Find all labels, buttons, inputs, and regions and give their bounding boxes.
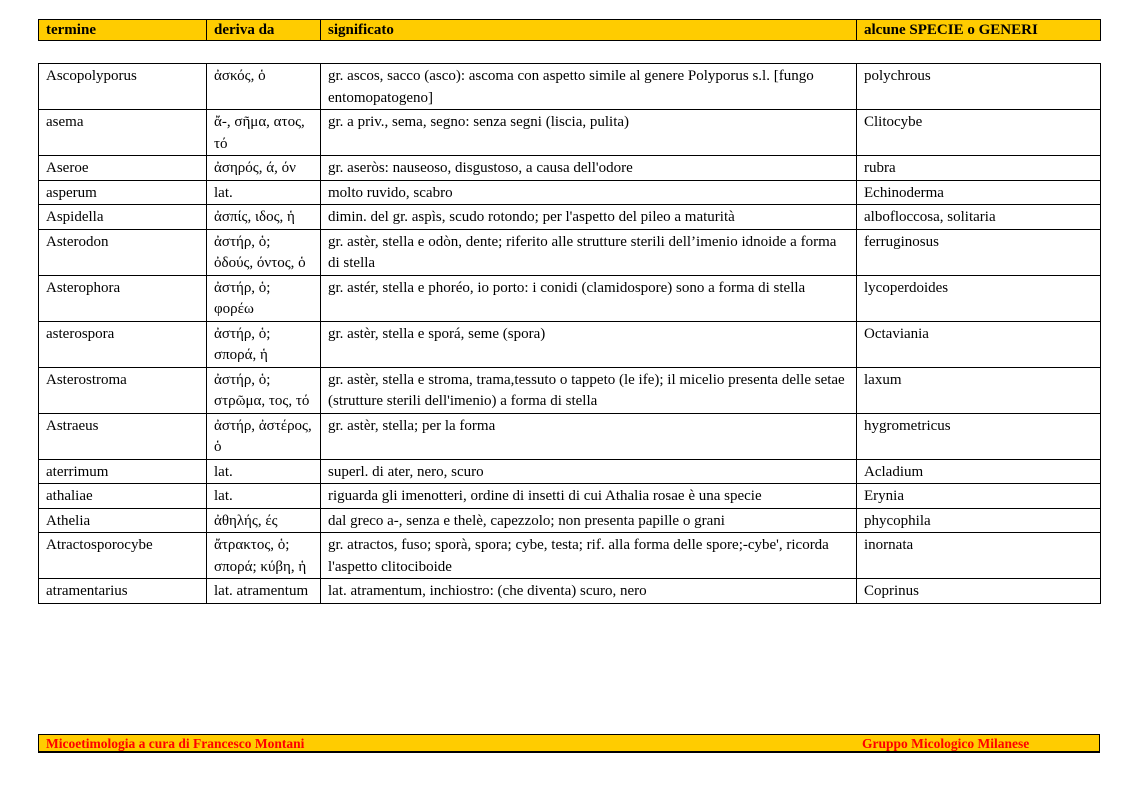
glossary-table xyxy=(38,63,1101,604)
cell-deriva-da: lat. atramentum xyxy=(207,579,321,604)
header-row xyxy=(39,20,1101,41)
cell-deriva-da: lat. xyxy=(207,459,321,484)
footer-organization: Gruppo Micologico Milanese xyxy=(862,736,1030,751)
cell-deriva-da: lat. xyxy=(207,180,321,205)
cell-deriva-da: ἀστήρ, ὁ; ὀδούς, όντος, ὁ xyxy=(207,229,321,275)
cell-specie: Clitocybe xyxy=(857,110,1101,156)
cell-specie: laxum xyxy=(857,367,1101,413)
cell-termine: athaliae xyxy=(39,484,207,509)
footer-bar xyxy=(38,734,1100,753)
cell-termine: asema xyxy=(39,110,207,156)
header-significato: significato xyxy=(321,20,857,41)
cell-significato: superl. di ater, nero, scuro xyxy=(321,459,857,484)
cell-deriva-da: ἀσπίς, ιδος, ἡ xyxy=(207,205,321,230)
cell-termine: asperum xyxy=(39,180,207,205)
cell-significato: gr. astèr, stella; per la forma xyxy=(321,413,857,459)
cell-termine: Atractosporocybe xyxy=(39,533,207,579)
cell-deriva-da: ἀσηρός, ά, όν xyxy=(207,156,321,181)
cell-significato: gr. ascos, sacco (asco): ascoma con aspetto simile al genere Polyporus s.l. [fungo entomopatogeno] xyxy=(321,64,857,110)
column-header-bar xyxy=(38,19,1101,41)
cell-specie: Octaviania xyxy=(857,321,1101,367)
table-row xyxy=(39,413,1101,459)
table-row xyxy=(39,180,1101,205)
cell-termine: atramentarius xyxy=(39,579,207,604)
cell-significato: gr. atractos, fuso; sporà, spora; cybe, testa; rif. alla forma delle spore;-cybe', ricorda l'aspetto clitociboide xyxy=(321,533,857,579)
table-row xyxy=(39,367,1101,413)
cell-significato: dimin. del gr. aspìs, scudo rotondo; per l'aspetto del pileo a maturità xyxy=(321,205,857,230)
cell-specie: Coprinus xyxy=(857,579,1101,604)
cell-deriva-da: lat. xyxy=(207,484,321,509)
cell-deriva-da: ἀστήρ, ὁ; στρῶμα, τος, τό xyxy=(207,367,321,413)
cell-termine: asterospora xyxy=(39,321,207,367)
cell-specie: rubra xyxy=(857,156,1101,181)
table-row xyxy=(39,64,1101,110)
cell-significato: lat. atramentum, inchiostro: (che diventa) scuro, nero xyxy=(321,579,857,604)
cell-deriva-da: ἀστήρ, ὁ; σπορά, ἡ xyxy=(207,321,321,367)
cell-specie: Acladium xyxy=(857,459,1101,484)
table-row xyxy=(39,579,1101,604)
header-specie-generi: alcune SPECIE o GENERI xyxy=(857,20,1101,41)
cell-termine: Ascopolyporus xyxy=(39,64,207,110)
cell-specie: phycophila xyxy=(857,508,1101,533)
cell-significato: gr. a priv., sema, segno: senza segni (liscia, pulita) xyxy=(321,110,857,156)
cell-significato: gr. aseròs: nauseoso, disgustoso, a causa dell'odore xyxy=(321,156,857,181)
cell-termine: Asterostroma xyxy=(39,367,207,413)
table-row xyxy=(39,321,1101,367)
table-row xyxy=(39,508,1101,533)
table-row xyxy=(39,110,1101,156)
cell-termine: Astraeus xyxy=(39,413,207,459)
cell-specie: ferruginosus xyxy=(857,229,1101,275)
cell-termine: Aspidella xyxy=(39,205,207,230)
cell-specie: Echinoderma xyxy=(857,180,1101,205)
cell-specie: hygrometricus xyxy=(857,413,1101,459)
header-deriva-da: deriva da xyxy=(207,20,321,41)
cell-deriva-da: ἀσκός, ὁ xyxy=(207,64,321,110)
cell-deriva-da: ἀστήρ, ὁ; φορέω xyxy=(207,275,321,321)
cell-termine: Asterodon xyxy=(39,229,207,275)
table-row xyxy=(39,229,1101,275)
table-row xyxy=(39,275,1101,321)
cell-specie: Erynia xyxy=(857,484,1101,509)
glossary-table-body xyxy=(39,64,1101,604)
cell-significato: molto ruvido, scabro xyxy=(321,180,857,205)
cell-specie: lycoperdoides xyxy=(857,275,1101,321)
cell-specie: albofloccosa, solitaria xyxy=(857,205,1101,230)
cell-significato: dal greco a-, senza e thelè, capezzolo; non presenta papille o grani xyxy=(321,508,857,533)
cell-deriva-da: ἀστήρ, ἀστέρος, ὁ xyxy=(207,413,321,459)
cell-termine: aterrimum xyxy=(39,459,207,484)
cell-termine: Athelia xyxy=(39,508,207,533)
header-termine: termine xyxy=(39,20,207,41)
cell-specie: inornata xyxy=(857,533,1101,579)
table-row xyxy=(39,156,1101,181)
table-row xyxy=(39,205,1101,230)
cell-significato: gr. astér, stella e phoréo, io porto: i conidi (clamidospore) sono a forma di stella xyxy=(321,275,857,321)
cell-termine: Aseroe xyxy=(39,156,207,181)
cell-deriva-da: ἄ-, σῆμα, ατος, τό xyxy=(207,110,321,156)
cell-significato: riguarda gli imenotteri, ordine di insetti di cui Athalia rosae è una specie xyxy=(321,484,857,509)
cell-deriva-da: ἀθηλής, ές xyxy=(207,508,321,533)
cell-significato: gr. astèr, stella e sporá, seme (spora) xyxy=(321,321,857,367)
cell-significato: gr. astèr, stella e stroma, trama,tessuto o tappeto (le ife); il micelio presenta delle setae (strutture sterili dell'imenio) a forma di stella xyxy=(321,367,857,413)
cell-deriva-da: ἄτρακτος, ὁ; σπορά; κύβη, ἡ xyxy=(207,533,321,579)
table-row xyxy=(39,533,1101,579)
footer-credit: Micoetimologia a cura di Francesco Montani xyxy=(46,736,305,751)
cell-termine: Asterophora xyxy=(39,275,207,321)
cell-significato: gr. astèr, stella e odòn, dente; riferito alle strutture sterili dell’imenio idnoide a forma di stella xyxy=(321,229,857,275)
table-row xyxy=(39,459,1101,484)
cell-specie: polychrous xyxy=(857,64,1101,110)
table-row xyxy=(39,484,1101,509)
